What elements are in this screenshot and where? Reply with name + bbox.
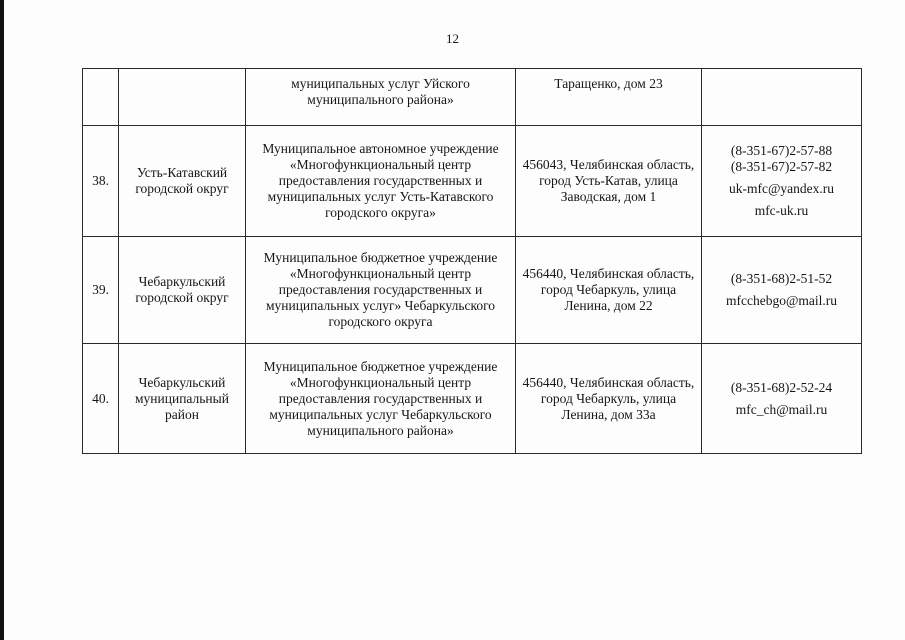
contacts-cell: [702, 126, 862, 237]
territory-cell: [119, 69, 246, 126]
address-cell: 456043, Челябинская область, город Усть-Катав, улица Заводская, дом 1: [516, 126, 702, 237]
contacts-cell: [702, 237, 862, 344]
institution-cell: Муниципальное бюджетное учреждение «Многофункциональный центр предоставления государственных и муниципальных услуг» Чебаркульского городского округа: [246, 237, 516, 344]
address-cell: Таращенко, дом 23: [516, 69, 702, 126]
row-number-cell: [83, 69, 119, 126]
row-number-cell: 40.: [83, 344, 119, 454]
address-cell: 456440, Челябинская область, город Чебаркуль, улица Ленина, дом 33а: [516, 344, 702, 454]
row-number-cell: 38.: [83, 126, 119, 237]
contact-line: (8-351-68)2-52-24: [730, 379, 833, 395]
territory-cell: Чебаркульский городской округ: [119, 237, 246, 344]
contact-line: uk-mfc@yandex.ru: [728, 181, 835, 196]
table-row: [83, 126, 862, 237]
contact-line: mfcchebgo@mail.ru: [725, 293, 838, 308]
contact-line: (8-351-67)2-57-88: [730, 143, 833, 158]
institution-cell: муниципальных услуг Уйского муниципального района»: [246, 69, 516, 126]
table-row: [83, 237, 862, 344]
contacts-cell: [702, 69, 862, 126]
address-cell: 456440, Челябинская область, город Чебаркуль, улица Ленина, дом 22: [516, 237, 702, 344]
contact-line: mfc_ch@mail.ru: [735, 401, 828, 417]
contacts-cell: [702, 344, 862, 454]
institution-cell: Муниципальное автономное учреждение «Многофункциональный центр предоставления государственных и муниципальных услуг Усть-Катавского городского округа»: [246, 126, 516, 237]
institution-cell: Муниципальное бюджетное учреждение «Многофункциональный центр предоставления государственных и муниципальных услуг Чебаркульского муниципального района»: [246, 344, 516, 454]
contact-line: mfc-uk.ru: [754, 203, 809, 218]
contact-line: (8-351-68)2-51-52: [730, 271, 833, 286]
scan-edge: [0, 0, 4, 640]
table-row: [83, 344, 862, 454]
table-row: [83, 69, 862, 126]
mfc-registry-table: [82, 68, 862, 454]
row-number-cell: 39.: [83, 237, 119, 344]
territory-cell: Чебаркульский муниципальный район: [119, 344, 246, 454]
page-number: 12: [446, 31, 459, 46]
territory-cell: Усть-Катавский городской округ: [119, 126, 246, 237]
contact-line: (8-351-67)2-57-82: [730, 159, 833, 174]
